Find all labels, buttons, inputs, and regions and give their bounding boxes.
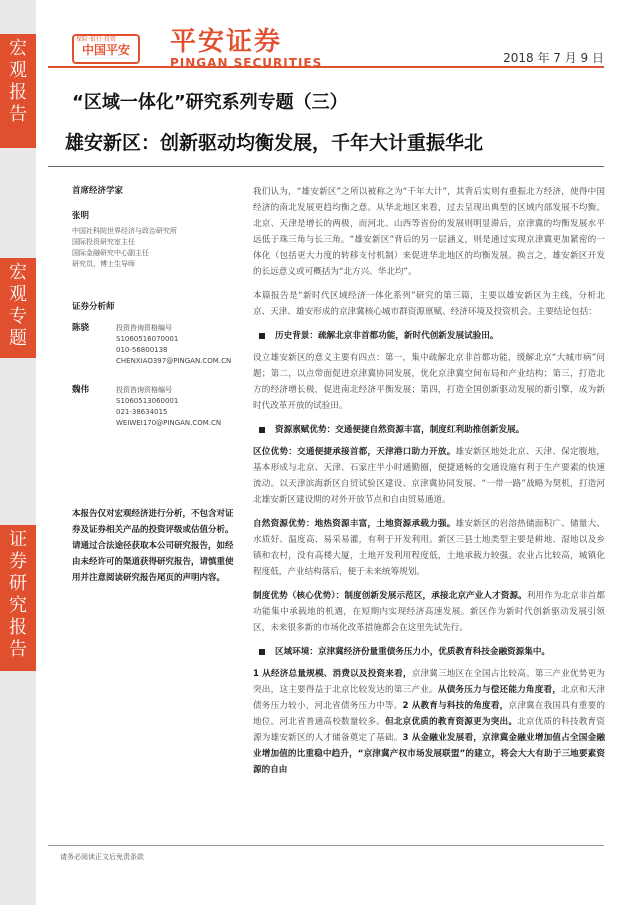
report-body — [253, 184, 605, 786]
sidebar-label-macro-topic — [0, 258, 36, 358]
sidebar-char: 告 — [9, 104, 27, 125]
sidebar-char: 专 — [9, 306, 27, 327]
footer-divider — [48, 845, 604, 846]
square-bullet-icon — [259, 649, 265, 655]
paragraph: 本篇报告是“新时代区域经济一体化系列”研究的第三篇，主要以雄安新区为主线，分析北京、天津、雄安形成的京津冀核心城市群资源禀赋、经济环境及投资机会。主要结论包括： — [253, 291, 605, 317]
paragraph: 区位优势：交通便捷承接首都，天津港口助力开放。雄安新区地处北京、天津、保定腹地，基本形成与北京、天津、石家庄半小时通勤圈，便捷通畅的交通设施有利于生产要素的快速流动。以天津滨海新区自贸试验区建设、京津冀协同发展、“一带一路”战略为契机，打造河北雄安新区建设期的对外开放节点和自由贸易通道。 — [253, 447, 605, 505]
analyst-card: 魏伟 投资咨询资格编号 S1060513060001 021-38634015 WEIWEI170@PINGAN.COM.CN — [72, 385, 222, 427]
economist-titles: 中国社科院世界经济与政治研究所 国际投资研究室主任 国际金融研究中心副主任 研究员、博士生导师 — [72, 227, 177, 268]
section-heading: 资源禀赋优势：交通便捷自然资源丰富，制度红利助推创新发展。 — [253, 422, 605, 438]
brand-name: 平安证券 — [170, 27, 283, 57]
sidebar-char: 证 — [9, 529, 27, 550]
paragraph: 设立雄安新区的意义主要有四点：第一，集中疏解北京非首都功能，缓解北京“大城市病”问题；第二，以点带面促进京津冀协同发展，优化京津冀空间布局和产业结构；第三，打造北方的经济增长极，促进南北经济平衡发展；第四，打造全国创新驱动发展的新引擎，成为新时代改革开放的试验田。 — [253, 353, 605, 411]
paragraph: 1 从经济总量规模、消费以及投资来看，京津冀三地区在全国占比较高。第三产业优势更为突出，这主要得益于北京比较发达的第三产业。从债务压力与偿还能力角度看，北京和天津债务压力较小，河北省债务压力中等。2 从教育与科技的角度看，京津冀在我国具有重要的地位。河北省普通高校数量较多。但北京优质的教育资源更为突出。北京优质的科技教育资源为雄安新区的人才储备奠定了基础。3 从金融业发展看，京津冀金融业增加值占全国金融业增加值的比重稳中趋升，“京津冀产权市场发展联盟”的建立，将会大大有助于三地要素资源的自由 — [253, 669, 605, 775]
square-bullet-icon — [259, 333, 265, 339]
paragraph: 自然资源优势：地热资源丰富，土地资源承载力强。雄安新区的岩溶热储面积广、储量大、水质好、温度高、易采易灌，有利于开发利用。新区三县土地类型主要是耕地、湿地以及乡镇和农村，没有高楼大厦，土地开发利用程度低，土地承载力较强。农业占比较高，城镇化程度低，产业结构落后，便于未来统筹规划。 — [253, 519, 605, 577]
sidebar-char: 券 — [9, 551, 27, 572]
sidebar-char: 报 — [9, 82, 27, 103]
disclaimer: 本报告仅对宏观经济进行分析，不包含对证券及证券相关产品的投资评级或估值分析。 请通过合法途径获取本公司研究报告，如经由未经许可的渠道获得研究报告，请慎重使用并注意阅读研究报告尾页的声明内容。 — [72, 509, 234, 583]
sidebar-char: 宏 — [9, 38, 27, 59]
sidebar-char: 告 — [9, 639, 27, 660]
paragraph: 制度优势（核心优势）：制度创新发展示范区，承接北京产业人才资源。利用作为北京非首都功能集中承载地的机遇，在短期内实现经济高速发展。新区作为新时代创新驱动发展引领区，未来很多新的市场化改革措施都会在这里先试先行。 — [253, 591, 605, 633]
sidebar-char: 观 — [9, 284, 27, 305]
analyst-name: 魏伟 — [72, 385, 90, 395]
section-chief-economist: 首席经济学家 — [72, 186, 124, 196]
economist-name: 张明 — [72, 211, 90, 221]
analyst-email: WEIWEI170@PINGAN.COM.CN — [116, 419, 222, 427]
sidebar — [0, 0, 36, 905]
pingan-seal-logo: 中国平安 — [72, 34, 140, 64]
sidebar-label-securities-research — [0, 525, 36, 671]
header-divider — [48, 66, 604, 68]
analyst-email: CHENXIAO397@PINGAN.COM.CN — [116, 357, 232, 365]
sidebar-char: 题 — [9, 328, 27, 349]
page-title: 雄安新区：创新驱动均衡发展，千年大计重振华北 — [65, 132, 484, 154]
report-date: 2018 年 7 月 9 日 — [503, 51, 604, 65]
section-heading: 区域环境：京津冀经济份量重债务压力小，优质教育科技金融资源集中。 — [253, 644, 605, 660]
paragraph: 我们认为，“雄安新区”之所以被称之为“千年大计”，其背后实则有重振北方经济，使得中国经济的南北发展更趋均衡之意。从华北地区来看，过去呈现出典型的区域内部发展不均衡。北京、天津是增长的两极，而河北、山西等省份的发展则明显滞后，京津冀的均衡发展水平远低于珠三角与长三角。“雄安新区”背后的另一层涵义，则是通过实现京津冀更加紧密的一体化（包括更大力度的转移支付机制）来促进华北地区的均衡发展。换言之，雄安新区开发的长远意义或可概括为“北方兴、华北均”。 — [253, 187, 605, 277]
sidebar-char: 观 — [9, 60, 27, 81]
seal-subtitle: 保险·银行·投资 — [76, 36, 116, 43]
analyst-card: 陈骁 投资咨询资格编号 S1060516070001 010-56800138 CHENXIAO397@PINGAN.COM.CN — [72, 323, 232, 365]
sidebar-char: 研 — [9, 573, 27, 594]
brand-english: PINGAN SECURITIES — [170, 56, 323, 70]
analyst-name: 陈骁 — [72, 323, 90, 333]
section-analysts: 证券分析师 — [72, 302, 115, 312]
series-title: “区域一体化”研究系列专题（三） — [72, 92, 348, 113]
square-bullet-icon — [259, 427, 265, 433]
sidebar-label-macro-report — [0, 34, 36, 148]
sidebar-char: 宏 — [9, 262, 27, 283]
section-heading: 历史背景：疏解北京非首都功能，新时代创新发展试验田。 — [253, 328, 605, 344]
sidebar-char: 报 — [9, 617, 27, 638]
sidebar-char: 究 — [9, 595, 27, 616]
title-divider — [48, 166, 604, 167]
footer-note: 请务必阅读正文后免责条款 — [60, 853, 144, 861]
author-panel — [72, 186, 242, 429]
